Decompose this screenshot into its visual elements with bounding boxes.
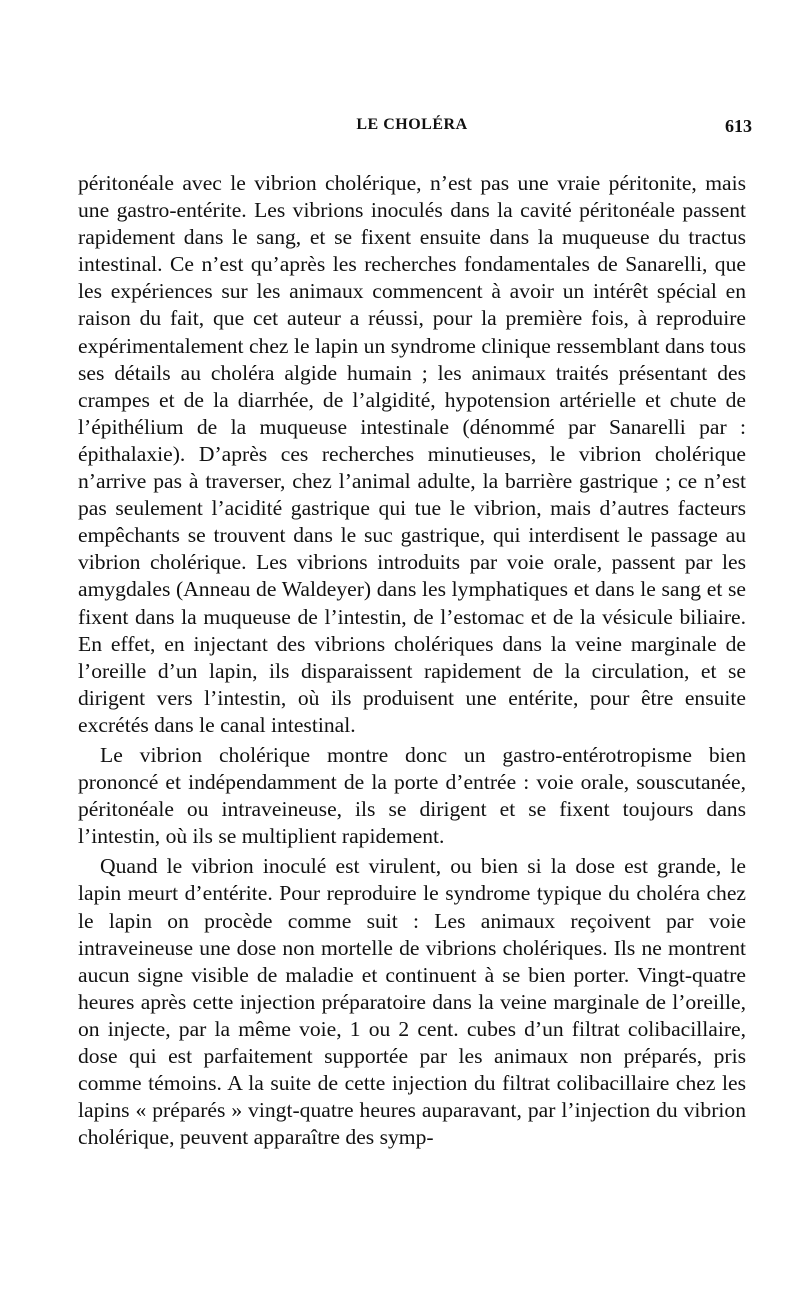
page-header [78,116,752,146]
paragraph-continued: péritonéale avec le vibrion cholérique, n’est pas une vraie péritonite, mais une gastro-entérite. Les vibrions inoculés dans la cavité péritonéale passent rapidement dans le sang, et se fixent ensuite dans la muqueuse du tractus intestinal. Ce n’est qu’après les recherches fondamentales de Sanarelli, que les expériences sur les animaux commencent à avoir un intérêt spécial en raison du fait, que cet auteur a réussi, pour la première fois, à reproduire expérimentalement chez le lapin un syndrome clinique ressemblant dans tous ses détails au choléra algide humain ; les animaux traités présentant des crampes et de la diarrhée, de l’algidité, hypotension artérielle et chute de l’épithélium de la muqueuse intestinale (dénommé par Sanarelli par : épithalaxie). D’après ces recherches minutieuses, le vibrion cholérique n’arrive pas à traverser, chez l’animal adulte, la barrière gastrique ; ce n’est pas seulement l’acidité gastrique qui tue le vibrion, mais d’autres facteurs empêchants se trouvent dans le suc gastrique, qui interdisent le passage au vibrion cholérique. Les vibrions introduits par voie orale, passent par les amygdales (Anneau de Waldeyer) dans les lymphatiques et dans le sang et se fixent dans la muqueuse de l’intestin, de l’estomac et de la vésicule biliaire. En effet, en injectant des vibrions cholériques dans la veine marginale de l’oreille d’un lapin, ils disparaissent rapidement de la circulation, et se dirigent vers l’intestin, où ils produisent une entérite, pour être ensuite excrétés dans le canal intestinal. [78,171,746,737]
paragraph-gastro-enterotropism: Le vibrion cholérique montre donc un gastro-entérotropisme bien prononcé et indépendamment de la porte d’entrée : voie orale, souscutanée, péritonéale ou intraveineuse, ils se dirigent et se fixent toujours dans l’intestin, où ils se multiplient rapidement. [78,742,746,849]
body-text [78,170,746,1151]
paragraph-experimental-procedure: Quand le vibrion inoculé est virulent, ou bien si la dose est grande, le lapin meurt d’entérite. Pour reproduire le syndrome typique du choléra chez le lapin on procède comme suit : Les animaux reçoivent par voie intraveineuse une dose non mortelle de vibrions cholériques. Ils ne montrent aucun signe visible de maladie et continuent à se bien porter. Vingt-quatre heures après cette injection préparatoire dans la veine marginale de l’oreille, on injecte, par la même voie, 1 ou 2 cent. cubes d’un filtrat colibacillaire, dose qui est parfaitement supportée par les animaux non préparés, pris comme témoins. A la suite de cette injection du filtrat colibacillaire chez les lapins « préparés » vingt-quatre heures auparavant, par l’injection du vibrion cholérique, peuvent apparaître des symp- [78,854,746,1150]
running-title: LE CHOLÉRA [356,116,468,133]
page-number: 613 [725,116,752,136]
book-page [78,116,752,1151]
